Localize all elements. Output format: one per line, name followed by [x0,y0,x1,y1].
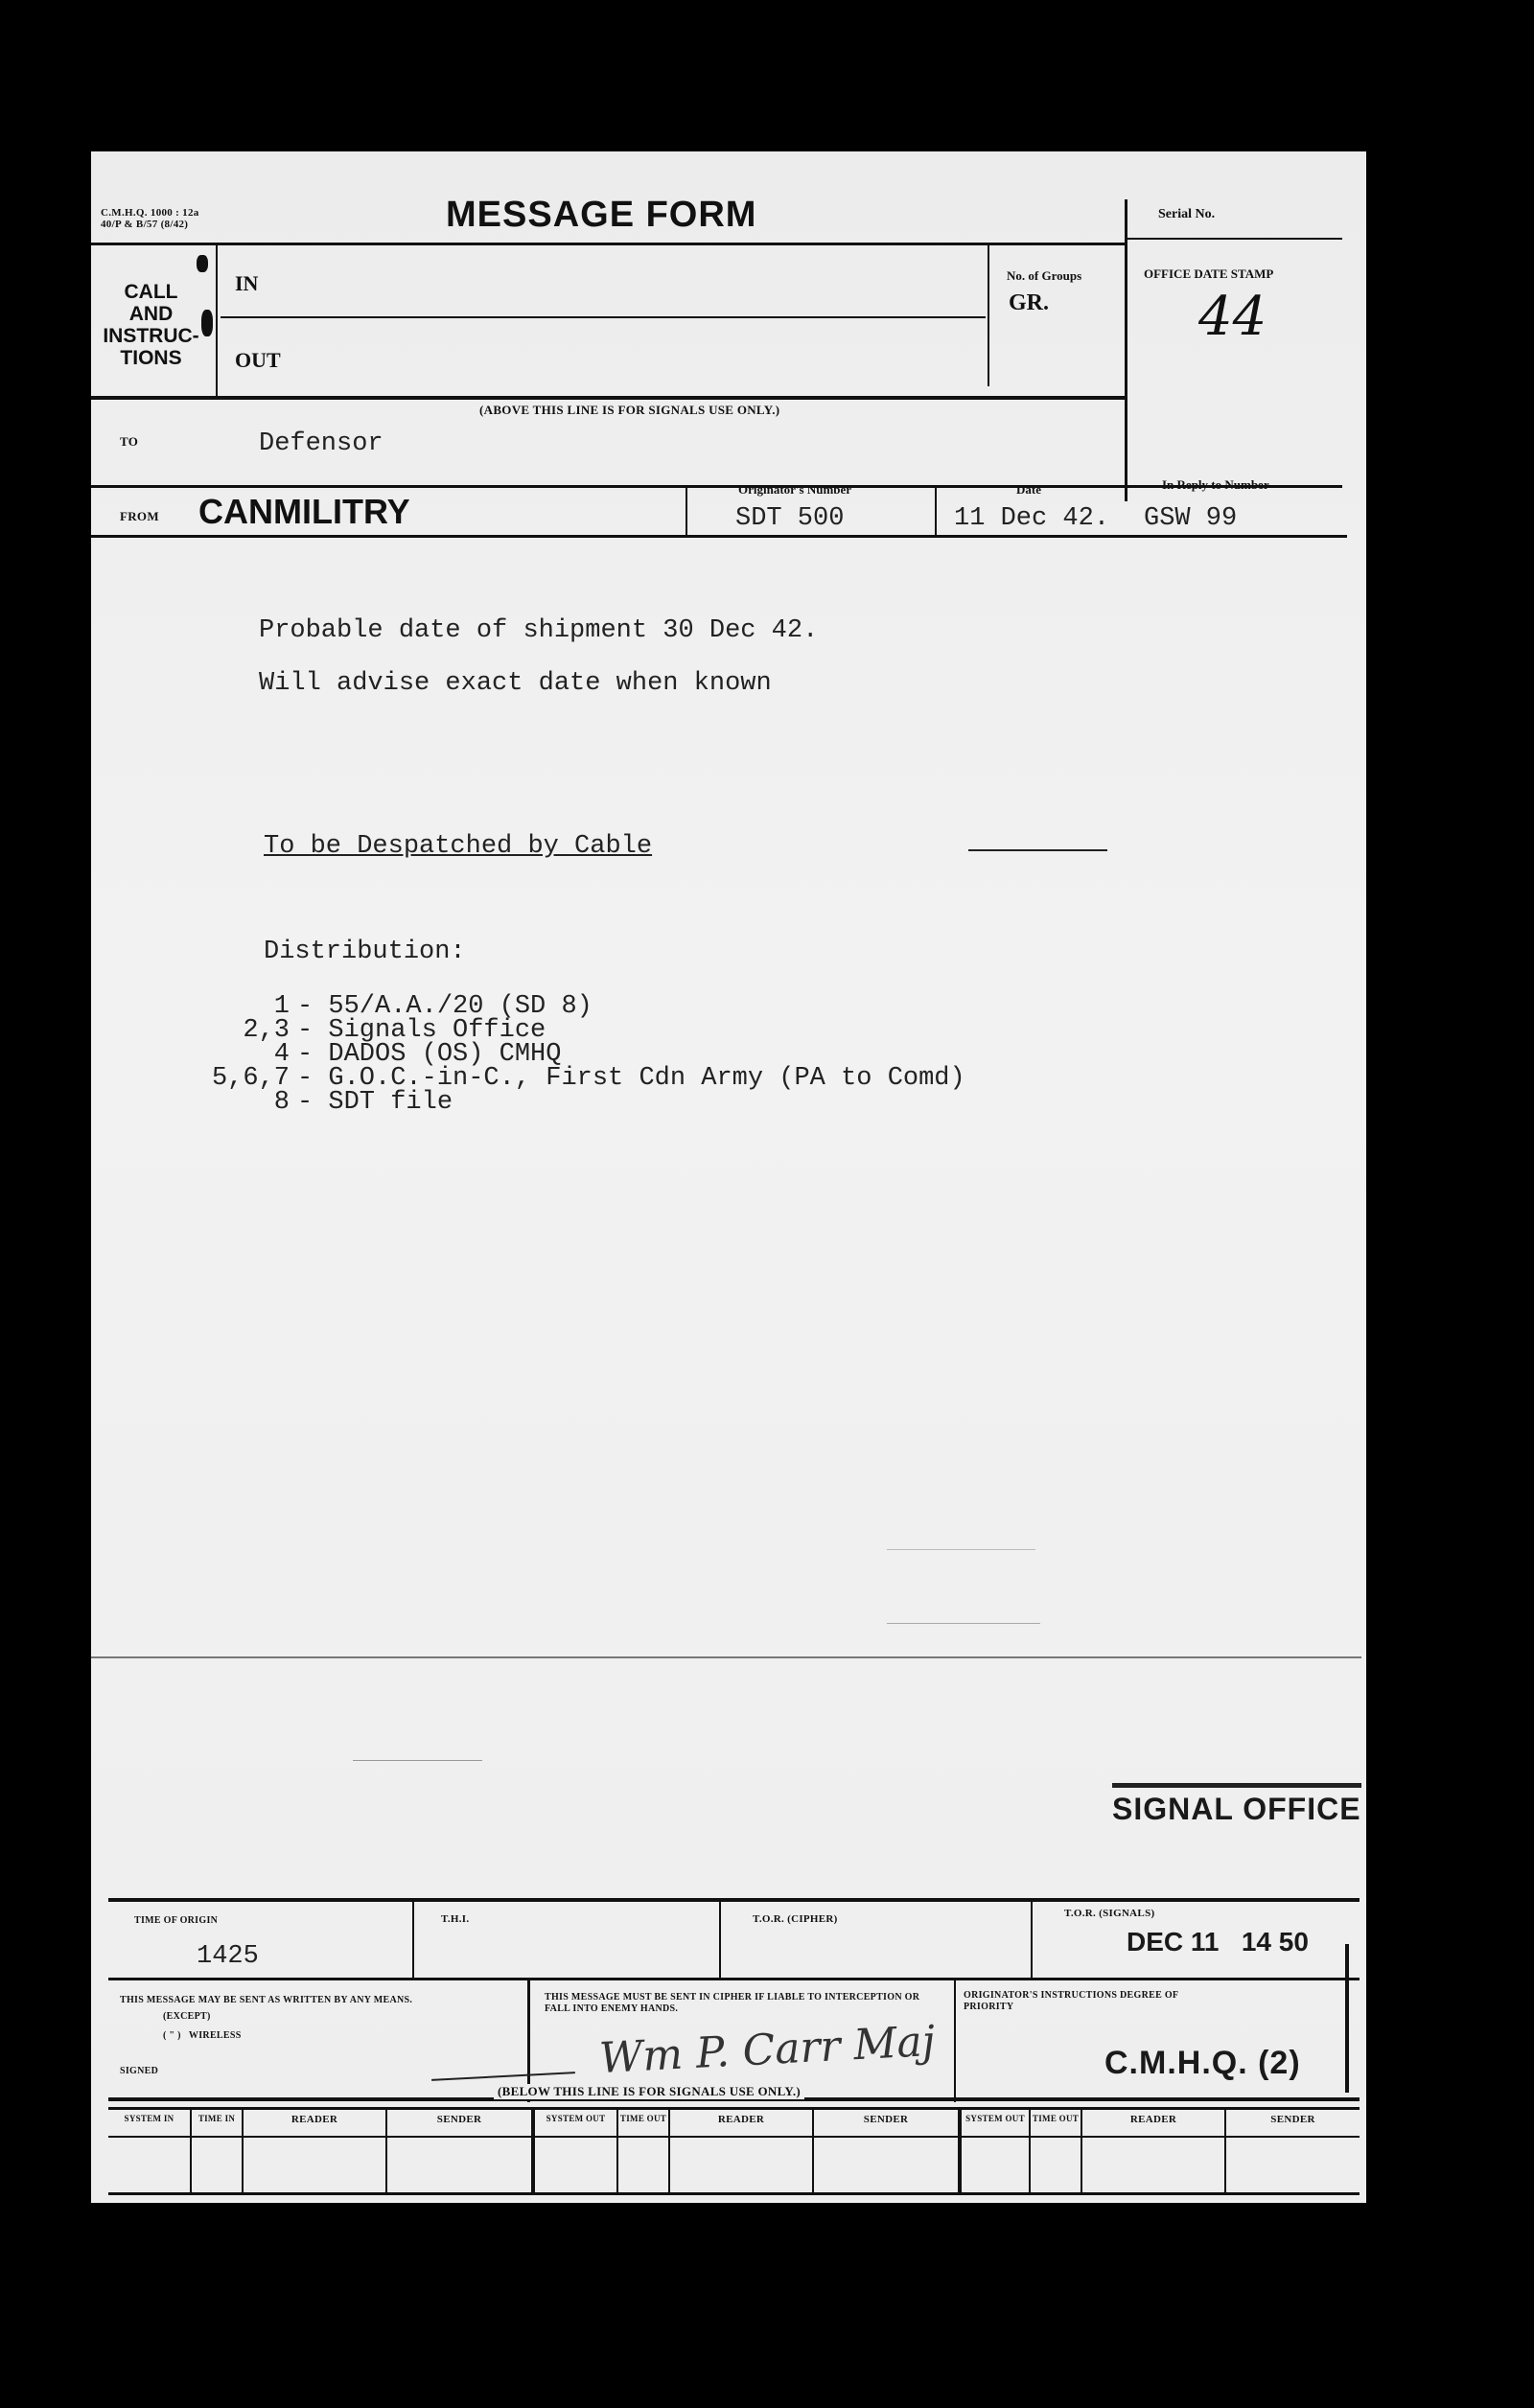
grid-header-text: TIME IN [198,2114,236,2123]
in-reply-value: GSW 99 [1144,504,1238,533]
call-marker [197,255,208,272]
date-value: 11 Dec 42. [954,504,1110,533]
grid-header [1082,2110,1226,2192]
distribution-text: - G.O.C.-in-C., First Cdn Army (PA to Comd) [297,1064,965,1093]
distribution-item [149,1064,965,1093]
distribution-list [149,992,965,1117]
office-date-stamp-value: 44 [1198,286,1267,348]
grid-header [618,2110,670,2192]
dispatch-note: To be Despatched by Cable [264,832,653,861]
originator-number-label: Originator's Number [738,482,852,497]
message-form-page [91,151,1366,2203]
tor-signals-label: T.O.R. (SIGNALS) [1064,1908,1155,1919]
grid-header [1031,2110,1082,2192]
time-of-origin-value: 1425 [197,1942,259,1971]
distribution-number: 4 [273,1040,290,1069]
thi-label: T.H.I. [441,1913,470,1925]
grid-header [1226,2110,1360,2192]
written-label: THIS MESSAGE MAY BE SENT AS WRITTEN BY ANY MEANS. [120,1995,413,2005]
signal-office-stamp: SIGNAL OFFICE [1112,1783,1361,1827]
grid-header-text: SENDER [863,2114,909,2125]
signature: Wm P. Carr Maj [597,2016,937,2084]
distribution-item [149,992,965,1021]
form-ref-line2: 40/P & B/57 (8/42) [101,219,189,230]
call-marker [201,310,213,336]
cipher-label: THIS MESSAGE MUST BE SENT IN CIPHER IF LIABLE TO INTERCEPTION OR FALL INTO ENEMY HANDS. [545,1992,920,2014]
signed-label: SIGNED [120,2066,159,2076]
call-instructions-label: CALL AND INSTRUC- TIONS [103,281,199,369]
originator-instructions-label: ORIGINATOR'S INSTRUCTIONS DEGREE OF PRIORITY [964,1990,1178,2012]
distribution-text: - SDT file [297,1088,453,1117]
written-wireless: ( " ) WIRELESS [163,2030,242,2041]
out-label: OUT [235,348,281,372]
groups-label: No. of Groups [1007,268,1082,283]
distribution-number: 8 [273,1088,290,1117]
to-value: Defensor [259,429,384,458]
grid-header [814,2110,962,2192]
distribution-number: 2,3 [243,1016,290,1045]
to-label: TO [120,434,139,449]
signals-grid [108,2107,1360,2195]
grid-header [962,2110,1031,2192]
grid-header-text: READER [291,2114,338,2125]
grid-header-rule [108,2136,1360,2138]
from-value: CANMILITRY [198,492,410,531]
grid-header [535,2110,618,2192]
grid-header [670,2110,814,2192]
grid-header-text: TIME OUT [1032,2114,1080,2123]
tor-signals-value: DEC 11 14 50 [1127,1927,1309,1956]
grid-header [387,2110,535,2192]
grid-header-text: SYSTEM OUT [546,2114,606,2123]
serial-number-label: Serial No. [1158,207,1216,221]
grid-header [244,2110,387,2192]
distribution-item [149,1040,965,1069]
distribution-label: Distribution: [264,938,466,966]
grid-header-text: SENDER [436,2114,482,2125]
form-title: MESSAGE FORM [446,195,757,235]
written-except: (EXCEPT) [163,2011,211,2022]
tor-cipher-label: T.O.R. (CIPHER) [753,1913,838,1925]
groups-value: GR. [1009,290,1049,315]
in-reply-label: In Reply to Number [1162,477,1269,492]
message-line-2: Will advise exact date when known [259,669,772,698]
date-label: Date [1016,482,1041,497]
time-of-origin-label: TIME OF ORIGIN [134,1915,219,1926]
distribution-text: - DADOS (OS) CMHQ [297,1040,562,1069]
distribution-number: 5,6,7 [211,1064,290,1093]
cmhq-stamp: C.M.H.Q. (2) [1104,2045,1301,2081]
grid-header-text: READER [717,2114,765,2125]
grid-header [108,2110,192,2192]
grid-header-text: TIME OUT [619,2114,667,2123]
signature-stroke [431,2072,575,2081]
originator-number-value: SDT 500 [735,504,845,533]
from-label: FROM [120,509,159,523]
grid-header-text: READER [1129,2114,1177,2125]
distribution-text: - 55/A.A./20 (SD 8) [297,992,593,1021]
grid-header-text: SYSTEM IN [124,2114,174,2123]
form-ref-line1: C.M.H.Q. 1000 : 12a [101,207,199,219]
in-label: IN [235,271,259,295]
below-line-note: (BELOW THIS LINE IS FOR SIGNALS USE ONLY.) [494,2084,804,2099]
distribution-text: - Signals Office [297,1016,546,1045]
above-line-note: (ABOVE THIS LINE IS FOR SIGNALS USE ONLY.) [479,403,780,417]
form-reference [101,207,199,230]
office-date-stamp-label: OFFICE DATE STAMP [1144,266,1274,281]
distribution-number: 1 [273,992,290,1021]
grid-header [192,2110,244,2192]
message-line-1: Probable date of shipment 30 Dec 42. [259,616,819,645]
dispatch-rule [968,849,1107,851]
grid-header-text: SYSTEM OUT [965,2114,1025,2123]
grid-header-text: SENDER [1270,2114,1315,2125]
